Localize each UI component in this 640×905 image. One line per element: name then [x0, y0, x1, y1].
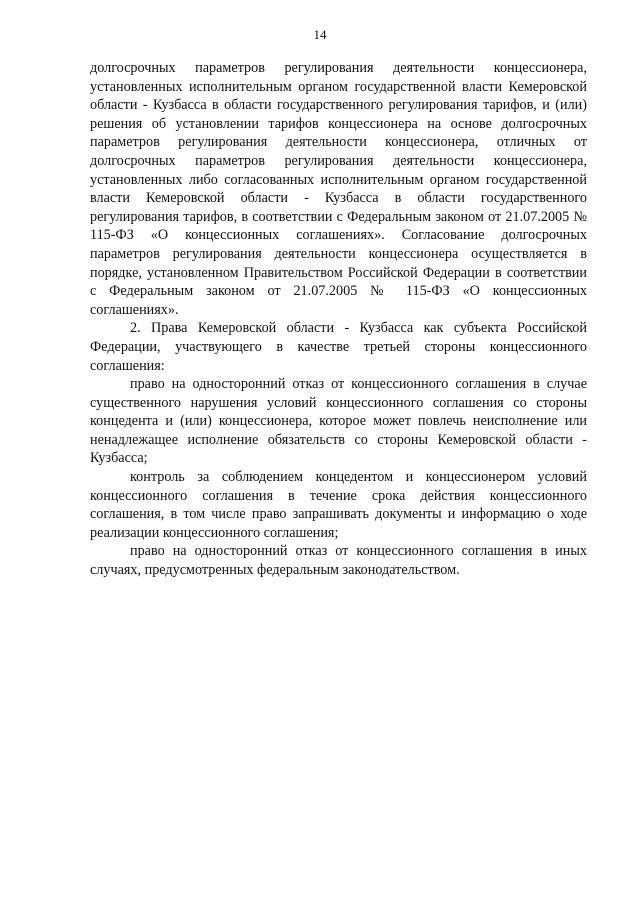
page-number: 14	[313, 27, 327, 42]
paragraph-continuation: долгосрочных параметров регулирования деятельности концессионера, установленных исполнительным органом государственной власти Кемеровской области - Кузбасса в области государственного регулирования тарифов, и (или) решения об установлении тарифов концессионера на основе долгосрочных параметров регулирования деятельности концессионера, отличных от долгосрочных параметров регулирования деятельности концессионера, установленных либо согласованных исполнительным органом государственной власти Кемеровской области - Кузбасса в области государственного регулирования тарифов, в соответствии с Федеральным законом от 21.07.2005 № 115-ФЗ «О концессионных соглашениях». Согласование долгосрочных параметров регулирования деятельности концессионера осуществляется в порядке, установленном Правительством Российской Федерации в соответствии с Федеральным законом от 21.07.2005 № 115-ФЗ «О концессионных соглашениях».	[90, 60, 587, 318]
paragraph-rights-heading: 2. Права Кемеровской области - Кузбасса как субъекта Российской Федерации, участвующего в качестве третьей стороны концессионного соглашения:	[90, 320, 587, 374]
document-body	[90, 59, 587, 580]
paragraph-right-unilateral-refusal: право на односторонний отказ от концессионного соглашения в случае существенного нарушения условий концессионного соглашения со стороны концедента и (или) концессионера, которое может повлечь неисполнение или ненадлежащее исполнение обязательств со стороны Кемеровской области - Кузбасса;	[90, 376, 587, 467]
paragraph-right-other-cases: право на односторонний отказ от концессионного соглашения в иных случаях, предусмотренных федеральным законодательством.	[90, 543, 587, 579]
paragraph-right-control: контроль за соблюдением концедентом и концессионером условий концессионного соглашения в течение срока действия концессионного соглашения, в том числе право запрашивать документы и информацию о ходе реализации концессионного соглашения;	[90, 469, 587, 541]
